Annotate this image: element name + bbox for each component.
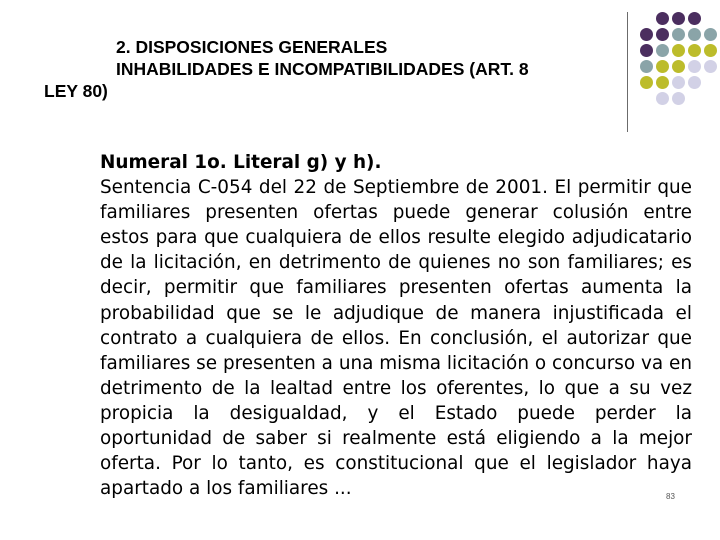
decorative-dot — [640, 44, 653, 57]
decorative-dot — [704, 60, 717, 73]
decorative-dot — [640, 76, 653, 89]
decorative-dot-grid — [640, 12, 720, 108]
decorative-dot — [672, 92, 685, 105]
decorative-dot — [672, 28, 685, 41]
decorative-dot — [656, 76, 669, 89]
body-paragraph: Sentencia C-054 del 22 de Septiembre de 2001. El permitir que familiares presenten ofertas puede generar colusión entre estos para que cualquiera de ellos resulte elegido adjudicatario de la licitación, en detrimento de quienes no son familiares; es decir, permitir que familiares presenten ofertas aumenta la probabilidad que se le adjudique de manera injustificada el contrato a cualquiera de ellos. En conclusión, el autorizar que familiares se presenten a una misma licitación o concurso va en detrimento de la lealtad entre los oferentes, lo que a su vez propicia la desigualdad, y el Estado puede perder la oportunidad de saber si realmente está eligiendo a la mejor oferta. Por lo tanto, es constitucional que el legislador haya apartado a los familiares ... — [100, 177, 692, 500]
decorative-dot — [656, 44, 669, 57]
decorative-dot — [656, 12, 669, 25]
decorative-dot — [688, 76, 701, 89]
decorative-dot — [656, 92, 669, 105]
decorative-dot — [672, 60, 685, 73]
title-line-2: INHABILIDADES E INCOMPATIBILIDADES (ART. 8 — [116, 59, 529, 79]
body-heading: Numeral 1o. Literal g) y h). — [100, 152, 382, 173]
decorative-dot — [672, 44, 685, 57]
decorative-dot — [656, 28, 669, 41]
slide-title — [0, 36, 640, 102]
page-number: 83 — [666, 492, 675, 501]
decorative-dot — [672, 12, 685, 25]
decorative-dot — [704, 28, 717, 41]
title-line-1: 2. DISPOSICIONES GENERALES — [116, 37, 388, 57]
decorative-dot — [672, 76, 685, 89]
decorative-dot — [688, 28, 701, 41]
decorative-dot — [688, 44, 701, 57]
decorative-dot — [640, 28, 653, 41]
decorative-dot — [640, 60, 653, 73]
slide-body — [100, 150, 692, 501]
decorative-dot — [656, 60, 669, 73]
decorative-dot — [688, 60, 701, 73]
title-divider — [627, 12, 628, 132]
decorative-dot — [704, 44, 717, 57]
title-line-3: LEY 80) — [44, 81, 108, 101]
decorative-dot — [688, 12, 701, 25]
